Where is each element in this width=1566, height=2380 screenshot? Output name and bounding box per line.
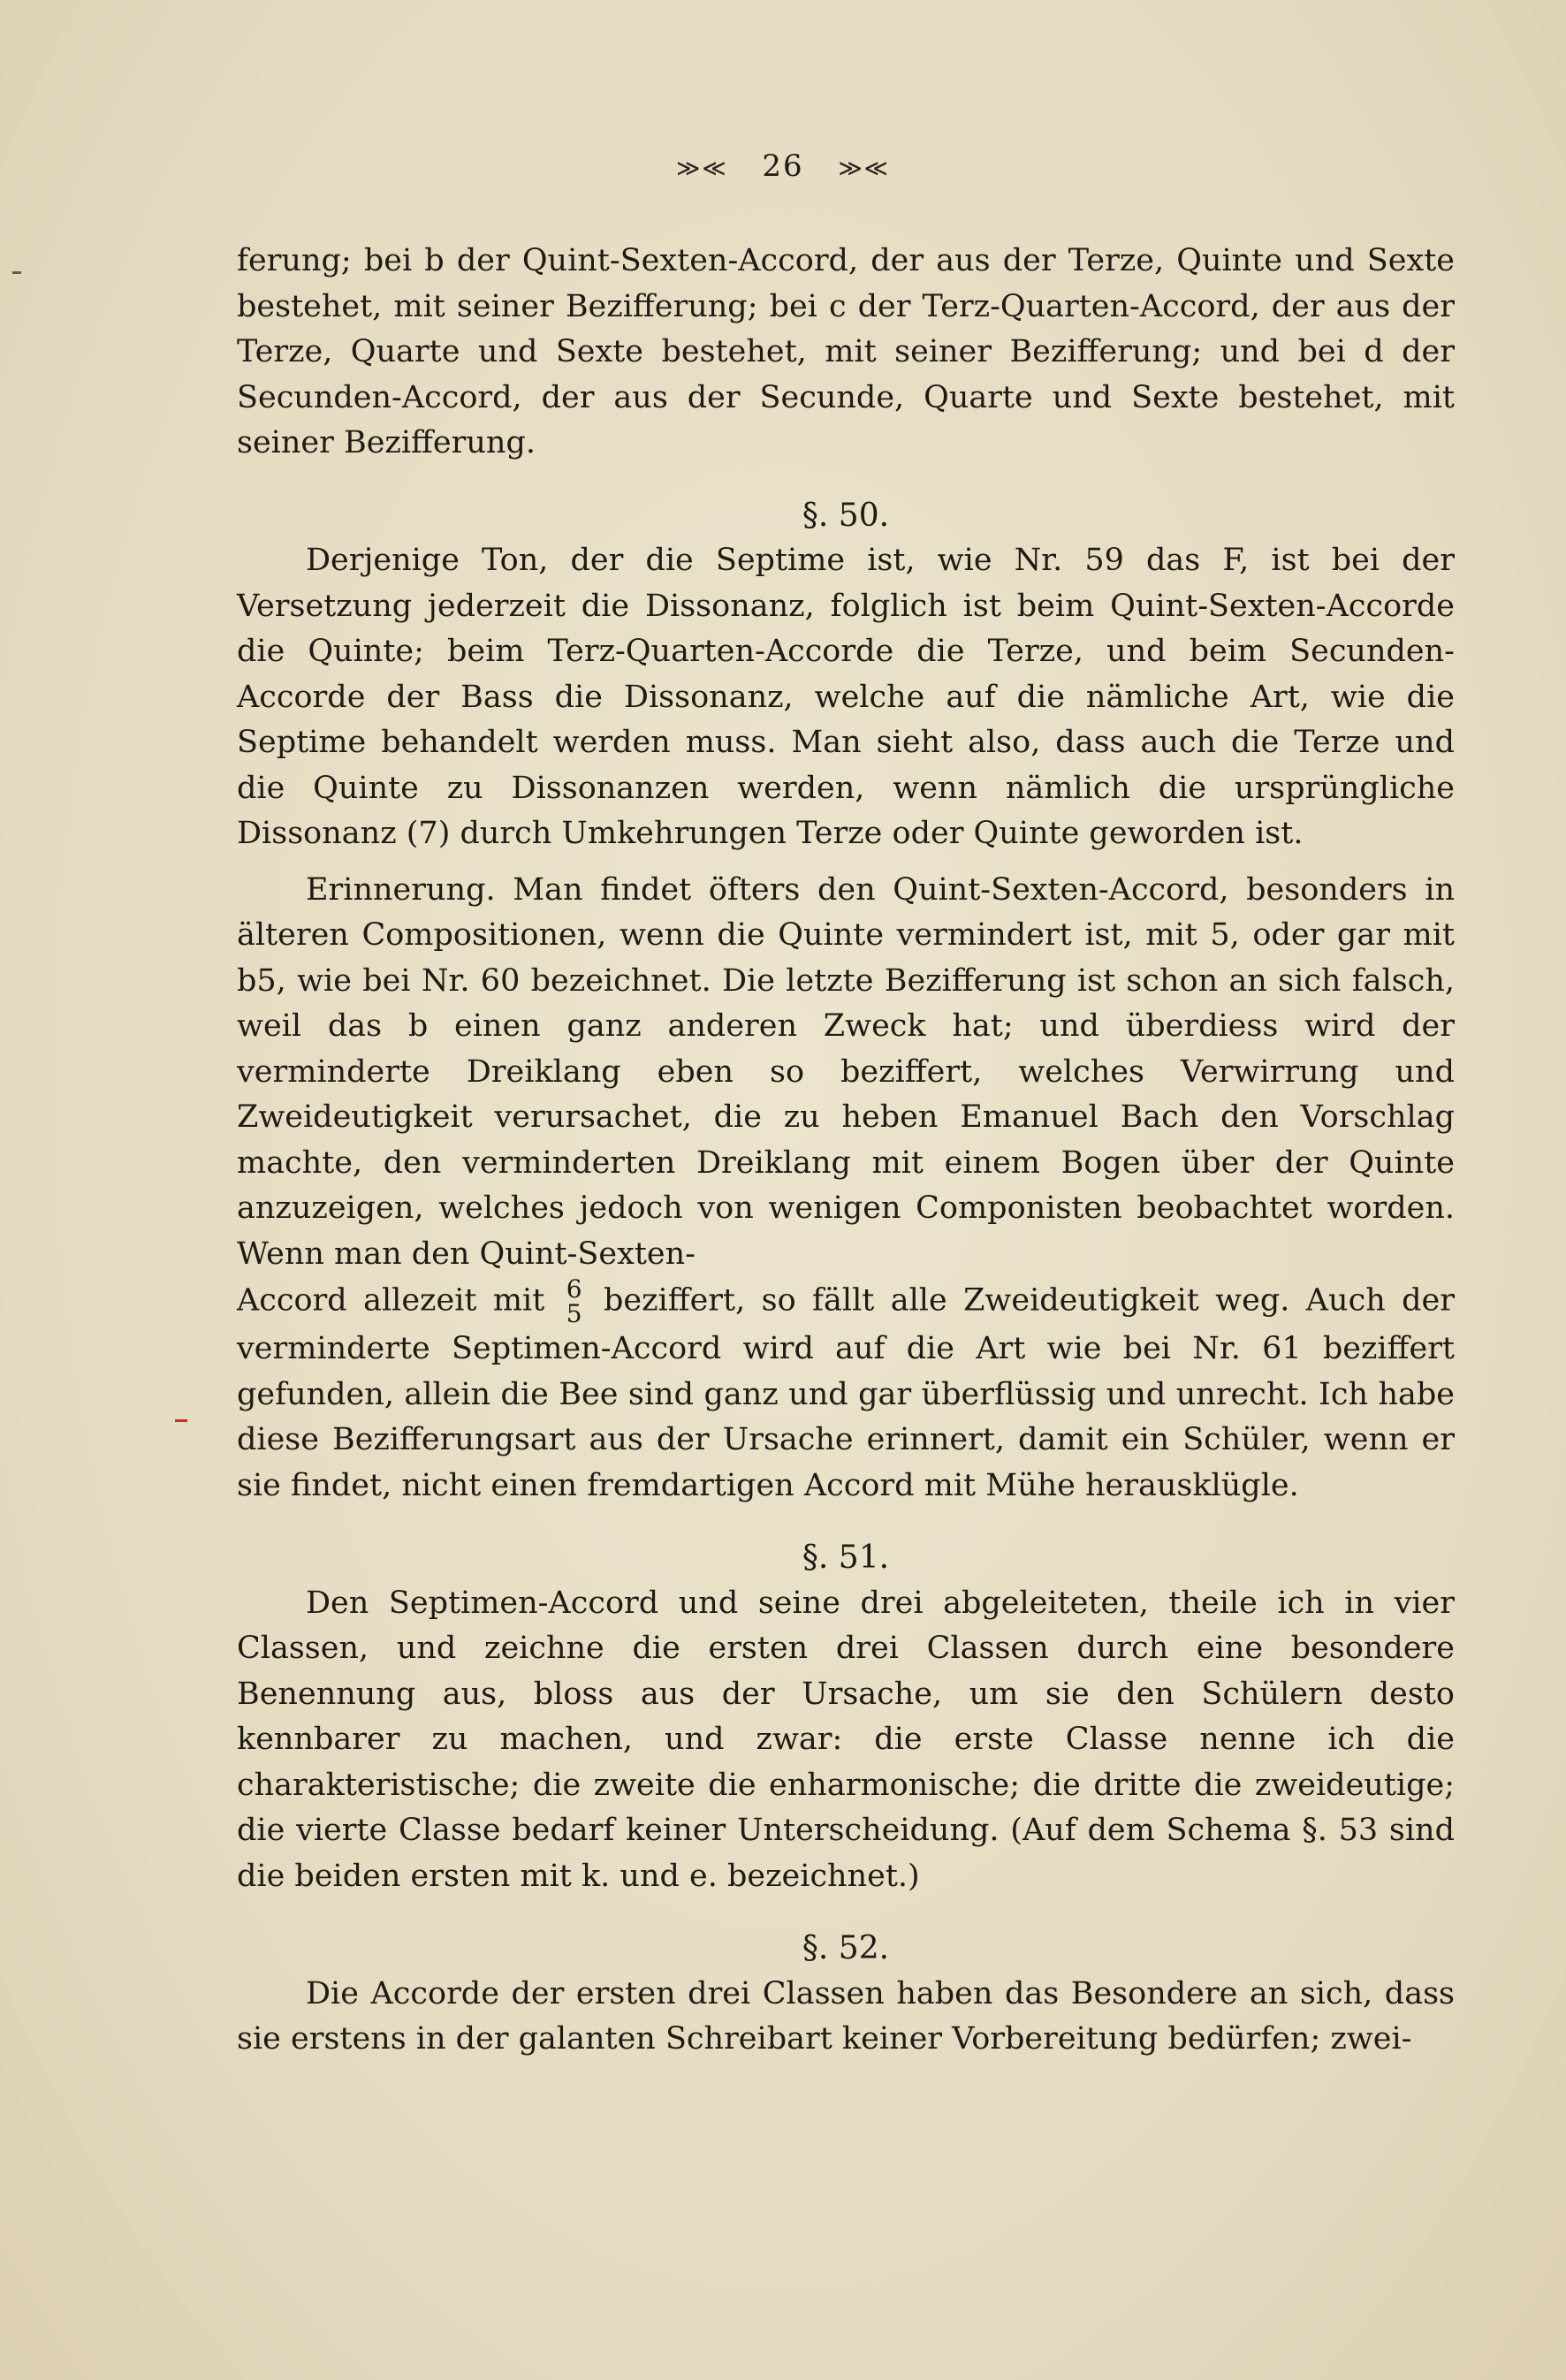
margin-mark [175,1419,187,1422]
figured-bass-fraction [566,1274,582,1328]
section-heading-51: §. 51. [802,1540,890,1576]
page-body [237,239,1455,2063]
fraction-bottom: 5 [566,1299,582,1328]
section-heading-52: §. 52. [802,1930,890,1966]
section-52-text: Die Accorde der ersten drei Classen haben das Besondere an sich, dass sie erstens in der galanten Schreibart keiner Vorbereitung bedürfen; zwei- [237,1975,1455,2057]
section-51-text: Den Septimen-Accord und seine drei abgeleiteten, theile ich in vier Classen, und zeichne die ersten drei Classen durch eine besondere Benennung aus, bloss aus der Ursache, um sie den Schülern desto kennbarer zu machen, und zwar: die erste Classe nenne ich die charakteristische; die zweite die enharmonische; die dritte die zweideutige; die vierte Classe bedarf keiner Unterscheidung. (Auf dem Schema §. 53 sind die beiden ersten mit k. und e. bezeichnet.) [237,1585,1455,1894]
paragraph-continuation: ferung; bei b der Quint-Sexten-Accord, der aus der Terze, Quinte und Sexte bestehet, mit seiner Bezifferung; bei c der Terz-Quarten-Accord, der aus der Terze, Quarte und Sexte bestehet, mit seiner Bezifferung; und bei d der Secunden-Accord, der aus der Secunde, Quarte und Sexte bestehet, mit seiner Bezifferung. [237,243,1455,460]
section-50-text: Derjenige Ton, der die Septime ist, wie Nr. 59 das F, ist bei der Versetzung jederzeit die Dissonanz, folglich ist beim Quint-Sexten-Accorde die Quinte; beim Terz-Quarten-Accorde die Terze, und beim Secunden-Accorde der Bass die Dissonanz, welche auf die nämliche Art, wie die Septime behandelt werden muss. Man sieht also, dass auch die Terze und die Quinte zu Dissonanzen werden, wenn nämlich die ursprüngliche Dissonanz (7) durch Umkehrungen Terze oder Quinte geworden ist. [237,543,1455,851]
page-header [0,148,1566,184]
ornament-right: ≫≪ [838,156,890,182]
fraction-top: 6 [566,1274,582,1304]
erinnerung-start: Accord allezeit mit [237,1282,545,1319]
erinnerung-text-continued [237,1274,1455,1509]
erinnerung-text: Erinnerung. Man findet öfters den Quint-Sexten-Accord, besonders in älteren Compositionen, wenn die Quinte vermindert ist, mit 5, oder gar mit b5, wie bei Nr. 60 bezeichnet. Die letzte Bezifferung ist schon an sich falsch, weil das b einen ganz anderen Zweck hat; und überdiess wird der verminderte Dreiklang eben so beziffert, welches Verwirrung und Zweideutigkeit verursachet, die zu heben Emanuel Bach den Vorschlag machte, den verminderten Dreiklang mit einem Bogen über der Quinte anzuzeigen, welches jedoch von wenigen Componisten beobachtet worden. Wenn man den Quint-Sexten- [237,871,1455,1272]
ornament-left: ≫≪ [676,156,728,182]
page-number: 26 [762,148,804,184]
section-heading-50: §. 50. [802,497,890,534]
paper-speck [12,271,21,274]
erinnerung-end: beziffert, so fällt alle Zweideutigkeit weg. Auch der verminderte Septimen-Accord wird auf die Art wie bei Nr. 61 beziffert gefunden, allein die Bee sind ganz und gar überflüssig und unrecht. Ich habe diese Bezifferungsart aus der Ursache erinnert, damit ein Schüler, wenn er sie findet, nicht einen fremdartigen Accord mit Mühe herausklügle. [237,1282,1455,1503]
